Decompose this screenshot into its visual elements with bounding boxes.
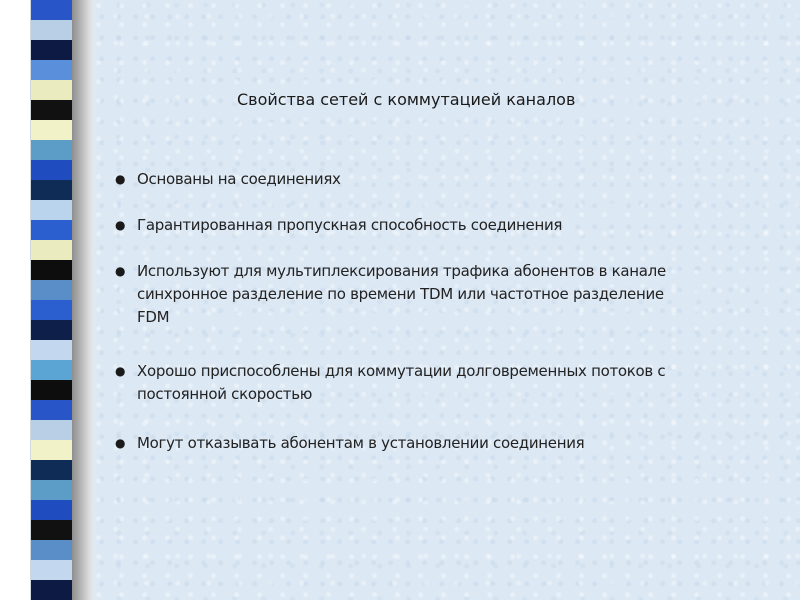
bullet-text [137,432,797,455]
bullet-text [137,214,797,237]
bullet-line: Могут отказывать абонентам в установлении соединения [137,434,585,452]
bullet-line: постоянной скоростью [137,385,313,403]
bullet-line: синхронное разделение по времени TDM или частотное разделение [137,285,664,303]
bullet-point-icon: ● [115,172,126,186]
bullet-point-icon: ● [115,436,126,450]
bullet-line: FDM [137,308,170,326]
bullet-line: Основаны на соединениях [137,170,341,188]
bullet-point-icon: ● [115,364,126,378]
bullet-point-icon: ● [115,264,126,278]
slide-title: Свойства сетей с коммутацией каналов [237,90,576,109]
bullet-text [137,360,797,406]
bullet-text [137,260,797,329]
bullet-point-icon: ● [115,218,126,232]
bullet-text [137,168,797,191]
bullet-line: Гарантированная пропускная способность соединения [137,216,563,234]
bullet-line: Используют для мультиплексирования трафика абонентов в канале [137,262,666,280]
bullet-line: Хорошо приспособлены для коммутации долговременных потоков с [137,362,666,380]
